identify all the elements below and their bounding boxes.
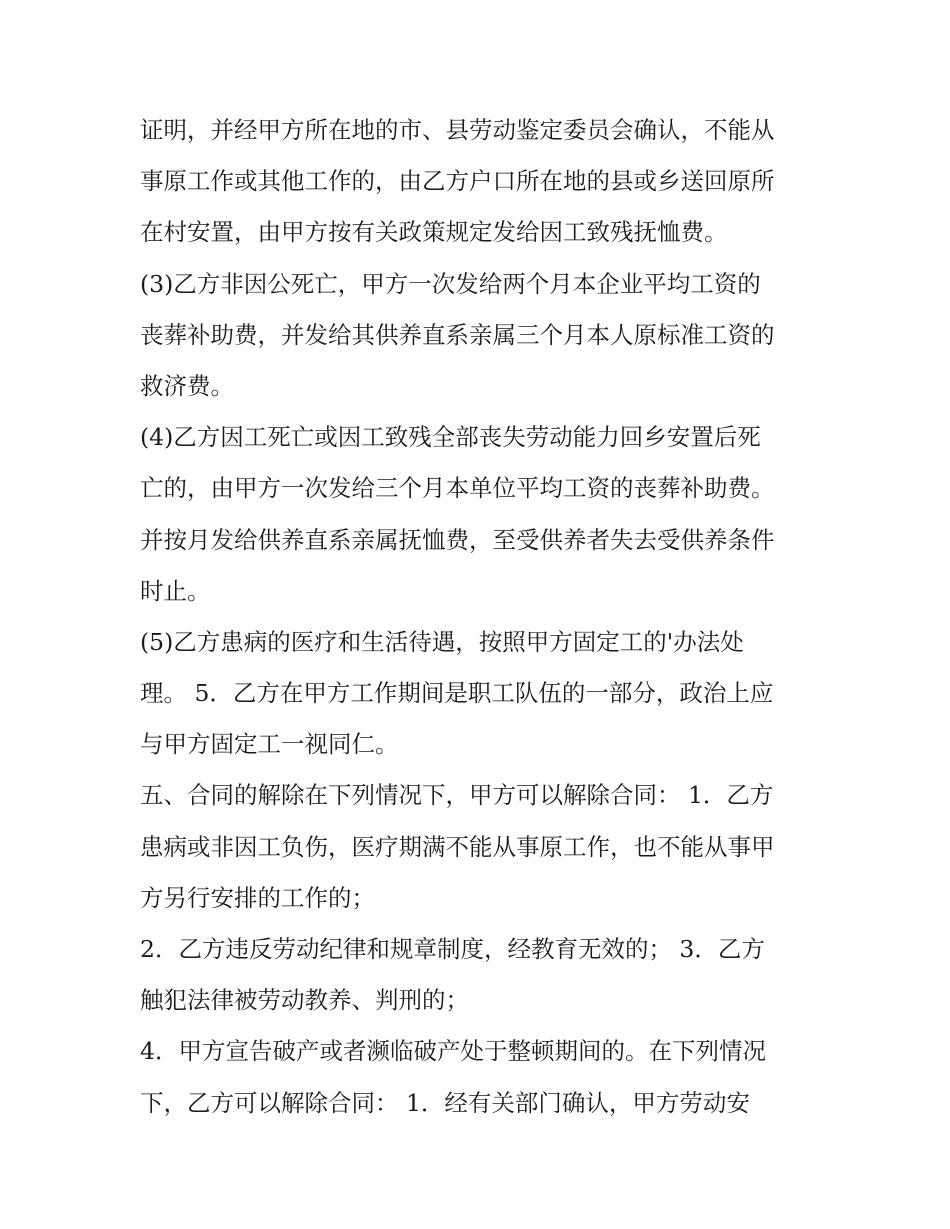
text-line-9: 并按月发给供养直系亲属抚恤费，至受供养者失去受供养条件 <box>140 525 775 554</box>
text-line-13: 与甲方固定工一视同仁。 <box>140 730 399 759</box>
text-line-17: 2．乙方违反劳动纪律和规章制度，经教育无效的； 3．乙方 <box>140 935 765 963</box>
text-line-15: 患病或非因工负伤，医疗期满不能从事原工作，也不能从事甲 <box>140 832 775 861</box>
text-line-7: (4)乙方因工死亡或因工致残全部丧失劳动能力回乡安置后死 <box>140 423 761 452</box>
text-line-12: 理。 5．乙方在甲方工作期间是职工队伍的一部分，政治上应 <box>140 679 774 708</box>
text-line-6: 救济费。 <box>140 371 234 400</box>
text-line-8: 亡的，由甲方一次发给三个月本单位平均工资的丧葬补助费。 <box>140 474 775 503</box>
text-line-14: 五、合同的解除在下列情况下，甲方可以解除合同： 1．乙方 <box>140 781 774 810</box>
text-line-5: 丧葬补助费，并发给其供养直系亲属三个月本人原标准工资的 <box>140 320 775 349</box>
text-line-1: 证明，并经甲方所在地的市、县劳动鉴定委员会确认，不能从 <box>140 116 775 144</box>
text-line-19: 4．甲方宣告破产或者濒临破产处于整顿期间的。在下列情况 <box>140 1037 766 1066</box>
text-line-16: 方另行安排的工作的； <box>140 883 375 912</box>
document-body <box>140 105 830 1129</box>
text-line-2: 事原工作或其他工作的，由乙方户口所在地的县或乡送回原所 <box>140 167 775 196</box>
text-line-20: 下，乙方可以解除合同： 1．经有关部门确认，甲方劳动安 <box>140 1088 750 1117</box>
text-line-10: 时止。 <box>140 576 211 605</box>
text-line-18: 触犯法律被劳动教养、判刑的； <box>140 986 469 1015</box>
text-line-3: 在村安置，由甲方按有关政策规定发给因工致残抚恤费。 <box>140 218 728 247</box>
text-line-4: (3)乙方非因公死亡，甲方一次发给两个月本企业平均工资的 <box>140 269 761 298</box>
text-line-11: (5)乙方患病的医疗和生活待遇，按照甲方固定工的'办法处 <box>140 627 744 656</box>
